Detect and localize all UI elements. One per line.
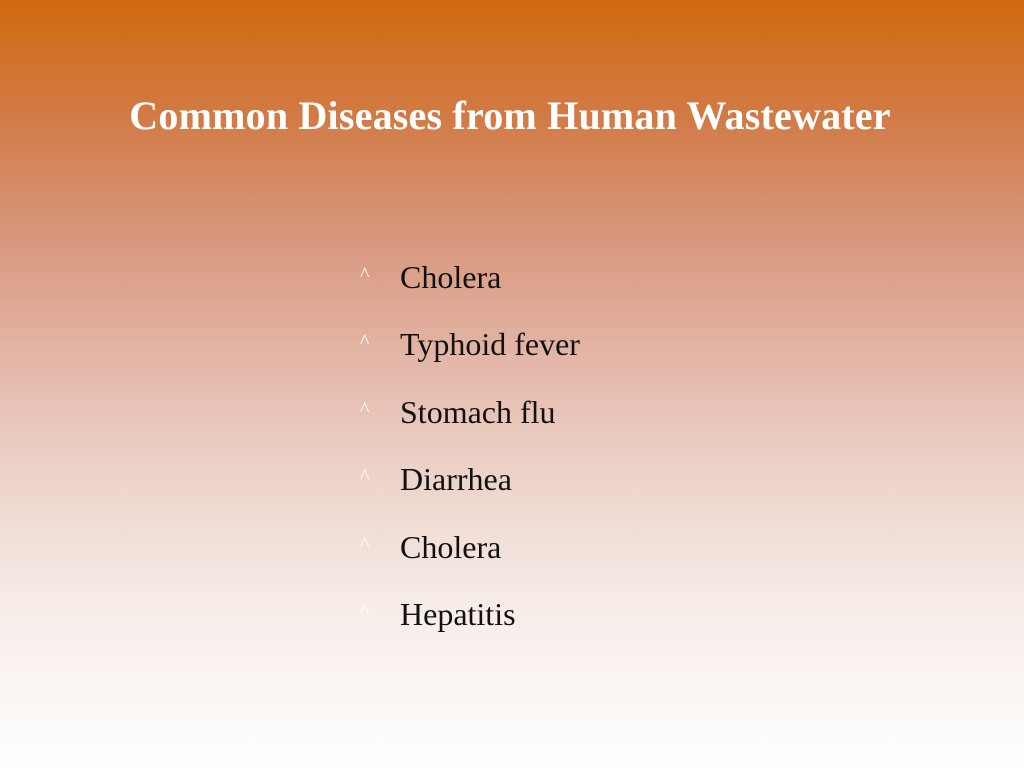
list-item xyxy=(360,513,580,581)
caret-icon: ^ xyxy=(360,331,370,354)
list-item xyxy=(360,311,580,379)
list-item xyxy=(360,581,580,649)
caret-icon: ^ xyxy=(360,601,370,624)
slide-title: Common Diseases from Human Wastewater xyxy=(129,93,891,138)
list-item-label: Typhoid fever xyxy=(400,326,580,363)
list-item-label: Cholera xyxy=(400,258,502,295)
list-item-label: Stomach flu xyxy=(400,393,556,430)
list-item xyxy=(360,243,580,311)
list-item-label: Hepatitis xyxy=(400,596,516,633)
caret-icon: ^ xyxy=(360,533,370,556)
list-item xyxy=(360,378,580,446)
list-item xyxy=(360,446,580,514)
list-item-label: Diarrhea xyxy=(400,461,512,498)
bullet-list xyxy=(360,243,580,648)
caret-icon: ^ xyxy=(360,466,370,489)
caret-icon: ^ xyxy=(360,263,370,286)
caret-icon: ^ xyxy=(360,398,370,421)
list-item-label: Cholera xyxy=(400,528,502,565)
